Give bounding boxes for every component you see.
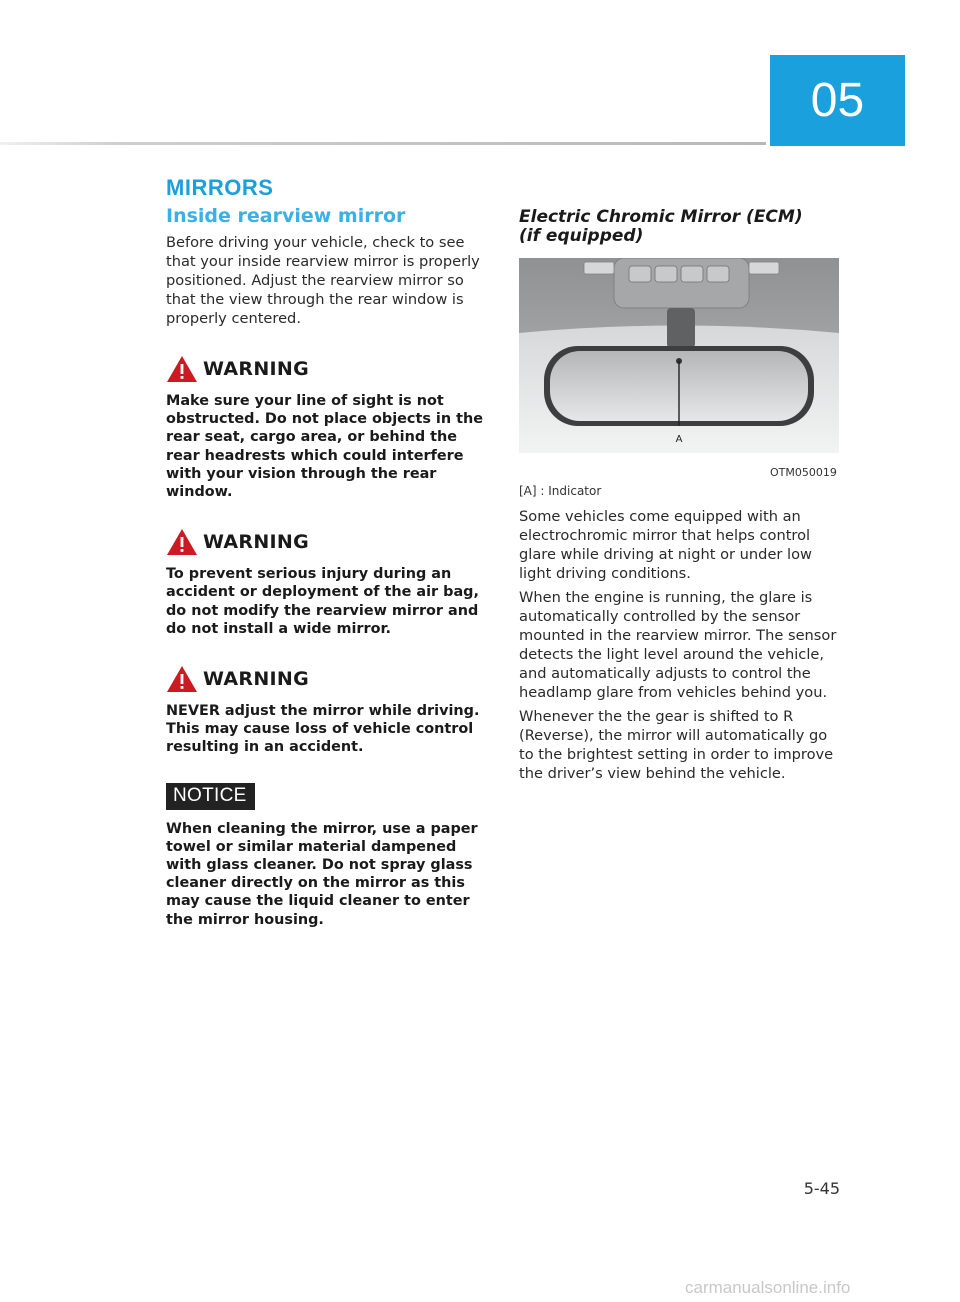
ecm-paragraph-1: Some vehicles come equipped with an electrochromic mirror that helps control glare while driving at night or under low light driving conditions. [519, 508, 812, 582]
ecm-paragraph-3: Whenever the the gear is shifted to R (Reverse), the mirror will automatically go to the brightest setting in order to improve the driver’s view behind the vehicle. [519, 708, 834, 782]
warning-triangle-icon [166, 665, 198, 693]
warning-label: WARNING [203, 531, 310, 554]
ecm-title-line2: (if equipped) [519, 226, 644, 246]
mirror-illustration [519, 258, 839, 453]
notice-label: NOTICE [166, 783, 255, 810]
ecm-title [519, 208, 837, 246]
indicator-label-a: A [675, 434, 683, 445]
ecm-body [519, 507, 841, 788]
warning-text: NEVER adjust the mirror while driving. This may cause loss of vehicle control resulting in an accident. [166, 703, 480, 756]
console-button-1 [629, 266, 651, 282]
section-title: MIRRORS [166, 175, 274, 200]
overhead-console [614, 258, 749, 308]
warning-label: WARNING [203, 668, 310, 691]
inside-mirror-title: Inside rearview mirror [166, 205, 406, 227]
left-column [166, 205, 484, 929]
figure-code: OTM050019 [770, 466, 837, 479]
notice-text: When cleaning the mirror, use a paper towel or similar material dampened with glass cleaner. Do not spray glass cleaner directly on the mirror as this may cause the liquid cleaner to enter the mirror housing. [166, 820, 478, 928]
warning-text: Make sure your line of sight is not obstructed. Do not place objects in the rear seat, cargo area, or behind the rear headrests which could interfere with your vision through the rear window. [166, 393, 483, 501]
warning-block-3 [166, 664, 484, 757]
map-light-left [584, 262, 614, 274]
ecm-title-line1: Electric Chromic Mirror (ECM) [519, 207, 803, 227]
ecm-paragraph-2: When the engine is running, the glare is automatically controlled by the sensor mounted in the rearview mirror. The sensor detects the light level around the vehicle, and automatically adjusts to control the headlamp glare from vehicles behind you. [519, 589, 837, 701]
page-number: 5-45 [803, 1179, 840, 1198]
figure-caption: [A] : Indicator [519, 484, 602, 498]
map-light-right [749, 262, 779, 274]
warning-triangle-icon [166, 528, 198, 556]
header-rule [0, 142, 766, 145]
chapter-tab [770, 55, 905, 146]
chapter-number: 05 [810, 74, 865, 127]
ecm-mirror-figure [519, 258, 839, 453]
warning-label: WARNING [203, 358, 310, 380]
warning-block-1 [166, 354, 484, 501]
console-button-2 [655, 266, 677, 282]
warning-text: To prevent serious injury during an accident or deployment of the air bag, do not modify the rearview mirror and do not install a wide mirror. [166, 566, 479, 637]
console-button-3 [681, 266, 703, 282]
watermark: carmanualsonline.info [685, 1278, 851, 1297]
inside-mirror-intro: Before driving your vehicle, check to see that your inside rearview mirror is properly positioned. Adjust the rearview mirror so that the view through the rear window is properly centered. [166, 234, 480, 327]
warning-triangle-icon [166, 355, 198, 383]
right-column [519, 208, 837, 453]
warning-block-2 [166, 527, 484, 638]
console-button-4 [707, 266, 729, 282]
notice-block [166, 783, 484, 929]
mirror-mount [667, 308, 695, 348]
